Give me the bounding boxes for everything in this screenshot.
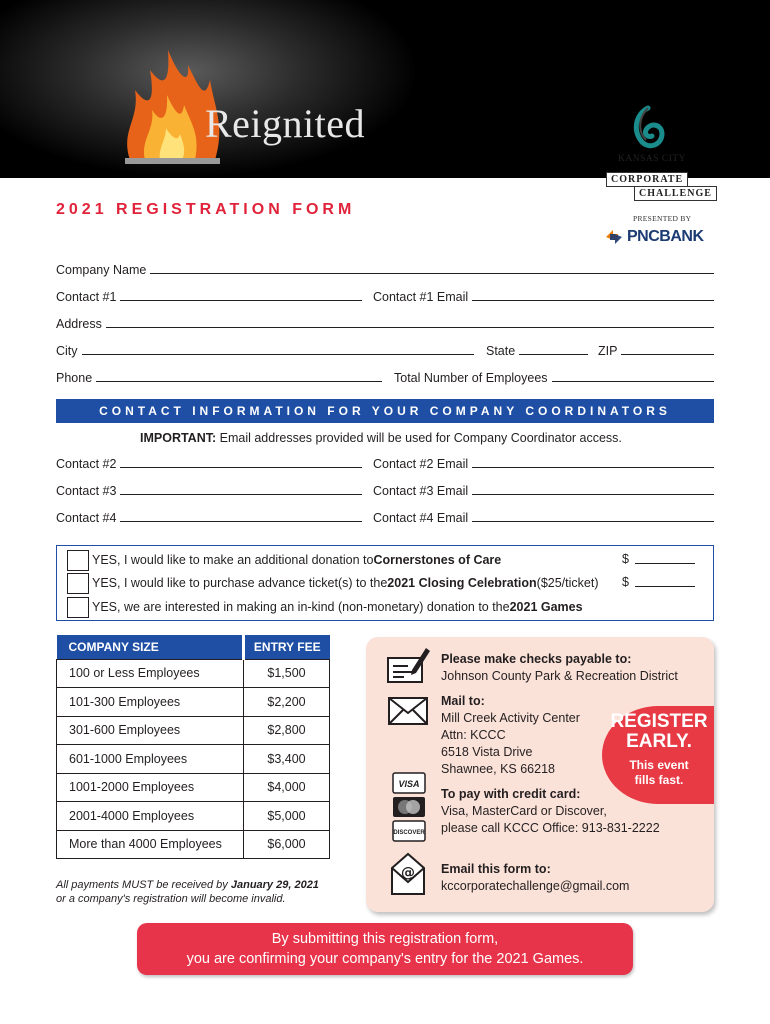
company-size-cell: 301-600 Employees [57,716,244,745]
inkind-text: YES, we are interested in making an in-kind (non-monetary) donation to the [92,600,510,614]
city-input[interactable] [82,343,474,355]
contact3-email-field[interactable] [373,480,714,498]
address-input[interactable] [106,316,714,328]
contact4-email-field[interactable] [373,507,714,525]
entry-fee-cell: $1,500 [244,659,330,688]
presented-by-text: PRESENTED BY [633,214,692,223]
donation-checkbox[interactable] [67,550,89,571]
dollar-sign: $ [622,575,629,589]
register-line: REGISTER [610,711,708,732]
contact4-field[interactable] [56,507,362,525]
contact3-label: Contact #3 [56,484,117,498]
zip-label: ZIP [598,344,618,358]
donation-options-box [56,545,714,621]
company-name-input[interactable] [150,262,714,274]
dollar-sign: $ [622,552,629,566]
envelope-icon [388,696,428,726]
important-note [140,431,622,445]
table-row [57,688,330,717]
payment-deadline-note [56,878,319,906]
entry-fee-header: ENTRY FEE [244,635,330,659]
mail-address-line: Mill Creek Activity Center [441,711,580,725]
address-field[interactable] [56,313,714,331]
email-envelope-icon [390,852,426,896]
submission-notice [137,923,633,975]
entry-fee-table [56,635,330,859]
mail-address [441,710,580,778]
company-name-field[interactable] [56,259,714,277]
tickets-amount-input[interactable] [635,575,695,587]
early-line: EARLY. [626,731,692,752]
deadline-line-1 [56,878,319,892]
table-row [57,716,330,745]
contact4-email-input[interactable] [472,510,714,522]
credit-card-line: Visa, MasterCard or Discover, [441,804,607,818]
entry-fee-cell: $5,000 [244,802,330,831]
phone-input[interactable] [96,370,382,382]
submission-line: By submitting this registration form, [271,931,499,947]
checks-payee: Johnson County Park & Recreation District [441,669,678,683]
mail-address-line: Shawnee, KS 66218 [441,762,555,776]
kc-corporate-challenge-logo-icon [628,104,668,152]
city-label: City [56,344,78,358]
contact4-email-label: Contact #4 Email [373,511,469,525]
contact1-field[interactable] [56,286,362,304]
email-address[interactable]: kccorporatechallenge@gmail.com [441,879,630,893]
deadline-line-2: or a company's registration will become invalid. [56,893,286,905]
pnc-bank-logo [604,228,704,246]
company-name-label: Company Name [56,263,147,277]
contact2-email-field[interactable] [373,453,714,471]
important-label: IMPORTANT: [140,431,217,445]
donation-option-cornerstones [67,549,501,571]
email-heading: Email this form to: [441,862,551,876]
company-size-cell: 1001-2000 Employees [57,773,244,802]
contact1-email-label: Contact #1 Email [373,290,469,304]
contact4-label: Contact #4 [56,511,117,525]
address-label: Address [56,317,102,331]
table-row [57,745,330,774]
register-early-text [604,712,714,788]
company-size-cell: 100 or Less Employees [57,659,244,688]
donation-option-inkind [67,596,583,618]
credit-card-logos-icon [392,772,426,844]
tickets-checkbox[interactable] [67,573,89,594]
mail-address-line: Attn: KCCC [441,728,506,742]
table-row [57,659,330,688]
contact2-email-label: Contact #2 Email [373,457,469,471]
form-title: 2021 REGISTRATION FORM [56,201,356,218]
state-input[interactable] [519,343,588,355]
company-size-header: COMPANY SIZE [57,635,244,659]
contact2-label: Contact #2 [56,457,117,471]
table-row [57,802,330,831]
total-employees-input[interactable] [552,370,714,382]
company-size-cell: 101-300 Employees [57,688,244,717]
svg-text:@: @ [401,865,415,881]
zip-input[interactable] [621,343,714,355]
deadline-text: All payments MUST be received by [56,879,231,891]
donation-amount-input[interactable] [635,552,695,564]
check-payment-icon [386,644,432,686]
tickets-amount-field[interactable] [622,575,695,589]
state-label: State [486,344,516,358]
total-employees-label: Total Number of Employees [394,371,548,385]
important-text: Email addresses provided will be used for Company Coordinator access. [216,431,622,445]
entry-fee-cell: $4,000 [244,773,330,802]
state-field[interactable] [486,340,588,358]
table-row [57,830,330,859]
visa-logo-text: VISA [398,779,420,789]
contact3-field[interactable] [56,480,362,498]
contact2-input[interactable] [120,456,362,468]
mail-heading: Mail to: [441,694,485,708]
contact2-email-input[interactable] [472,456,714,468]
mail-address-line: 6518 Vista Drive [441,745,533,759]
logo-challenge-text: CHALLENGE [634,186,717,201]
company-size-cell: 601-1000 Employees [57,745,244,774]
contact3-input[interactable] [120,483,362,495]
total-employees-field[interactable] [394,367,714,385]
table-header-row [57,635,330,659]
contact1-email-input[interactable] [472,289,714,301]
pnc-bank-text: PNCBANK [627,228,704,245]
inkind-checkbox[interactable] [67,597,89,618]
contact4-input[interactable] [120,510,362,522]
phone-field[interactable] [56,367,382,385]
donation-option-tickets [67,572,599,594]
entry-fee-cell: $2,200 [244,688,330,717]
city-field[interactable] [56,340,474,358]
donation-text: YES, I would like to make an additional donation to [92,553,374,567]
pnc-logo-icon [604,228,624,246]
tickets-text: YES, I would like to purchase advance ticket(s) to the [92,576,388,590]
contact1-email-field[interactable] [373,286,714,304]
credit-card-line: please call KCCC Office: 913-831-2222 [441,821,660,835]
donation-recipient: Cornerstones of Care [373,553,502,567]
tickets-price: ($25/ticket) [536,576,599,590]
logo-city-text: KANSAS CITY [618,154,687,164]
logo-corporate-text: CORPORATE [606,172,688,187]
contact1-label: Contact #1 [56,290,117,304]
donation-amount-field[interactable] [622,552,695,566]
tickets-event: 2021 Closing Celebration [387,576,537,590]
entry-fee-cell: $6,000 [244,830,330,859]
event-title: Reignited [205,101,366,146]
deadline-date: January 29, 2021 [230,879,319,891]
contact1-input[interactable] [120,289,362,301]
submission-line: you are confirming your company's entry for the 2021 Games. [186,951,584,967]
coordinators-section-header: CONTACT INFORMATION FOR YOUR COMPANY COORDINATORS [56,399,714,423]
company-size-cell: 2001-4000 Employees [57,802,244,831]
fills-fast-line: fills fast. [634,773,684,787]
entry-fee-cell: $2,800 [244,716,330,745]
company-size-cell: More than 4000 Employees [57,830,244,859]
entry-fee-cell: $3,400 [244,745,330,774]
checks-heading: Please make checks payable to: [441,652,632,666]
discover-logo-text: DISCOVER [393,830,425,836]
phone-label: Phone [56,371,93,385]
contact2-field[interactable] [56,453,362,471]
contact3-email-input[interactable] [472,483,714,495]
table-row [57,773,330,802]
credit-card-heading: To pay with credit card: [441,787,581,801]
fills-fast-line: This event [629,758,689,772]
credit-card-instructions [441,803,660,837]
zip-field[interactable] [598,340,714,358]
inkind-event: 2021 Games [509,600,583,614]
contact3-email-label: Contact #3 Email [373,484,469,498]
